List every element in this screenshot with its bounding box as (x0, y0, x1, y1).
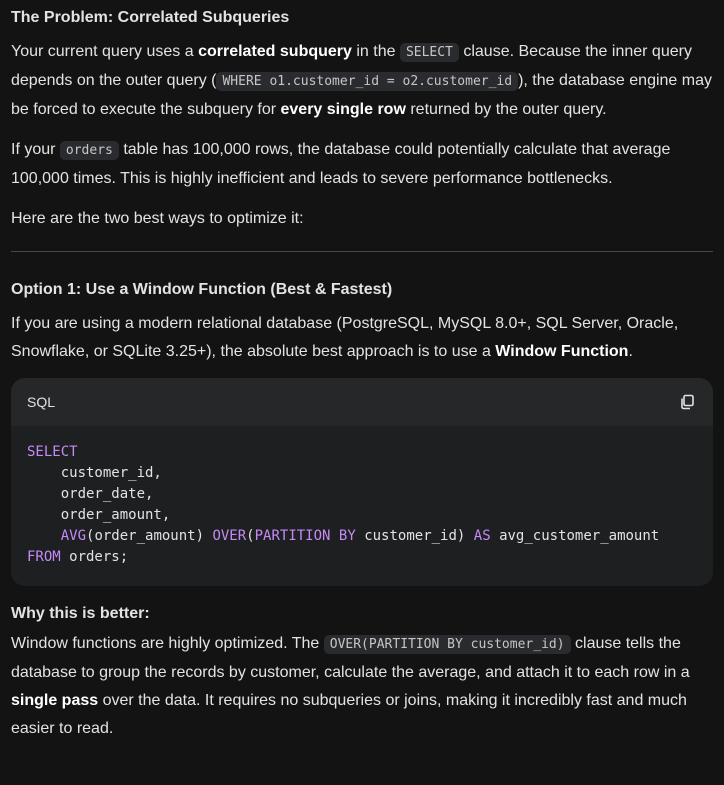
inline-code-where: WHERE o1.customer_id = o2.customer_id (216, 72, 518, 91)
divider (11, 251, 713, 252)
code-block (11, 378, 713, 586)
inline-code-over-partition: OVER(PARTITION BY customer_id) (324, 635, 571, 654)
code-language-label: SQL (27, 394, 56, 410)
paragraph-option-1: If you are using a modern relational database (PostgreSQL, MySQL 8.0+, SQL Server, Oracle, Snowflake, or SQLite 3.25+), the absolute best approach is to use a Window Function. (11, 315, 679, 360)
paragraph-problem-description: Your current query uses a correlated subquery in the SELECT clause. Because the inner query depends on the outer query ( WHERE o1.customer_id = o2.customer_id ), the database engine may be forced to execute the subquery for every single row returned by the outer query. (11, 43, 712, 118)
code-block-header (11, 378, 713, 426)
code-content: SELECT customer_id, order_date, order_amount, AVG(order_amount) OVER(PARTITION BY customer_id) AS avg_customer_amount FROM orders; (27, 444, 660, 565)
copy-icon[interactable] (679, 394, 695, 410)
paragraph-intro-options: Here are the two best ways to optimize it: (11, 210, 304, 227)
paragraph-orders-table: If your orders table has 100,000 rows, the database could potentially calculate that average 100,000 times. This is highly inefficient and leads to severe performance bottlenecks. (11, 141, 671, 187)
heading-problem: The Problem: Correlated Subqueries (11, 9, 290, 26)
bold-window-function: Window Function (495, 343, 629, 360)
inline-code-orders: orders (60, 141, 119, 160)
heading-why-better: Why this is better: (11, 605, 150, 622)
heading-option-1: Option 1: Use a Window Function (Best & Fastest) (11, 281, 393, 298)
paragraph-why-better: Window functions are highly optimized. The OVER(PARTITION BY customer_id) clause tells the database to group the records by customer, calculate the average, and attach it to each row in a single pass over the data. It requires no subqueries or joins, making it incredibly fast and much easier to read. (11, 635, 690, 737)
inline-code-select: SELECT (400, 43, 459, 62)
bold-single-pass: single pass (11, 692, 99, 709)
bold-every-single-row: every single row (280, 101, 406, 118)
bold-correlated-subquery: correlated subquery (198, 43, 352, 60)
